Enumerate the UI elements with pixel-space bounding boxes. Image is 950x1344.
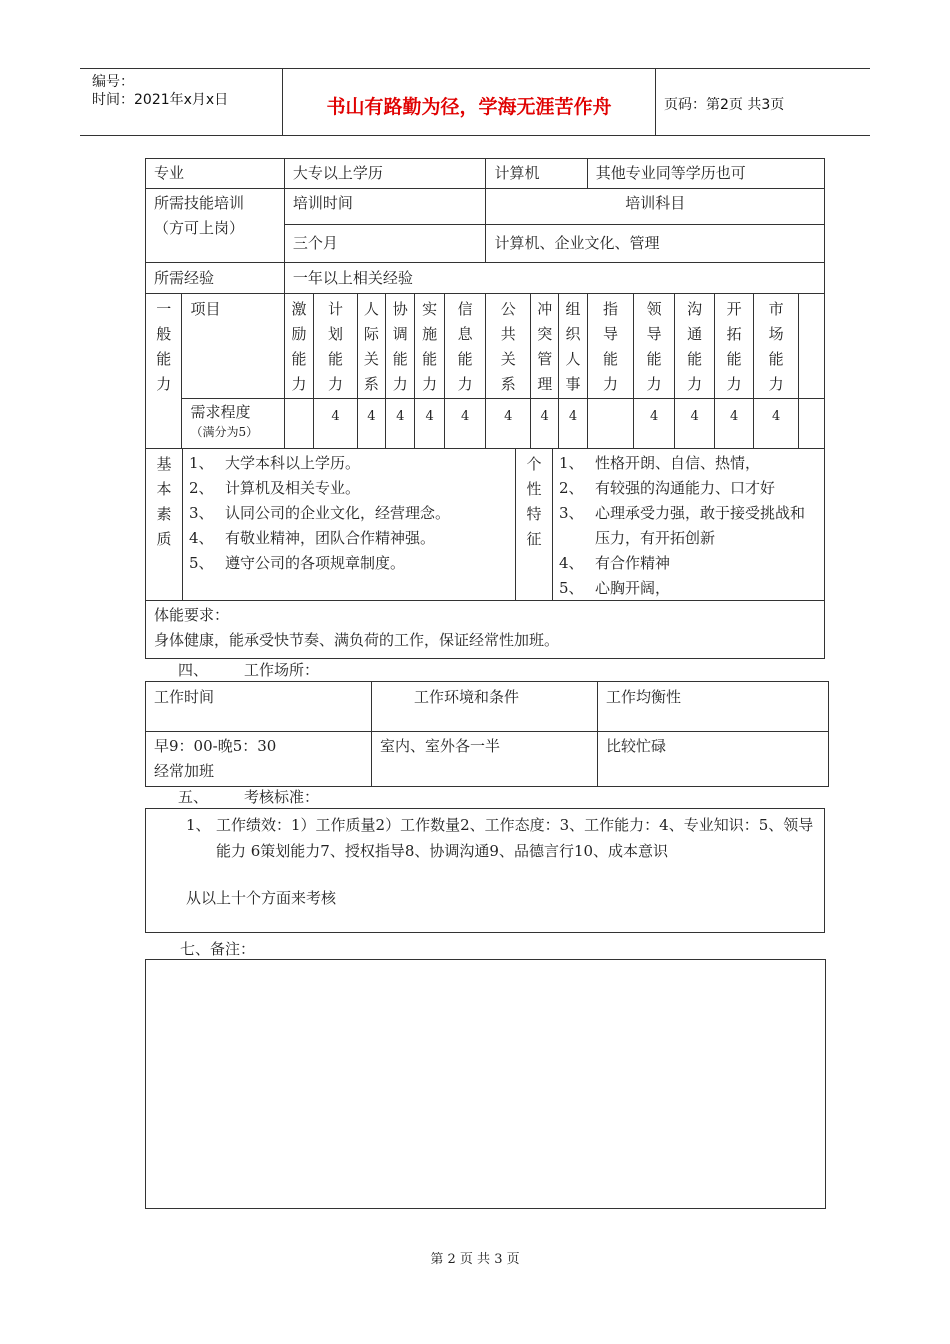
remarks-box bbox=[145, 959, 826, 1209]
vchar: 力 bbox=[768, 375, 784, 393]
vchar: 能 bbox=[457, 350, 473, 368]
vchar: 一 bbox=[156, 300, 172, 318]
vchar: 导 bbox=[646, 325, 662, 343]
ability-level-12: 4 bbox=[715, 399, 754, 449]
vchar: 冲 bbox=[537, 300, 553, 318]
vchar: 公 bbox=[500, 300, 516, 318]
vchar: 激 bbox=[291, 300, 307, 318]
ability-level-0 bbox=[284, 399, 313, 449]
list-item-number: 4、 bbox=[189, 529, 214, 547]
ability-header-9 bbox=[587, 294, 634, 399]
vchar: 励 bbox=[291, 325, 307, 343]
workplace-table bbox=[145, 681, 829, 787]
ability-level-3: 4 bbox=[386, 399, 415, 449]
list-item-number: 5、 bbox=[559, 579, 584, 597]
list-item bbox=[189, 501, 509, 526]
vchar: 组 bbox=[565, 300, 581, 318]
section4-number: 四、 bbox=[178, 661, 209, 679]
vchar: 关 bbox=[500, 350, 516, 368]
requirements-table bbox=[145, 158, 825, 659]
vchar: 理 bbox=[537, 375, 553, 393]
vchar: 力 bbox=[422, 375, 438, 393]
vchar: 能 bbox=[603, 350, 619, 368]
ability-header-5 bbox=[444, 294, 486, 399]
list-item-text: 性格开朗、自信、热情， bbox=[595, 454, 761, 472]
vchar: 划 bbox=[327, 325, 343, 343]
vchar: 市 bbox=[768, 300, 784, 318]
list-item bbox=[559, 451, 818, 476]
vchar: 导 bbox=[603, 325, 619, 343]
vchar: 特 bbox=[526, 505, 542, 523]
list-item bbox=[559, 476, 818, 501]
list-item-number: 4、 bbox=[559, 554, 584, 572]
list-item-number: 2、 bbox=[559, 479, 584, 497]
ability-level-1: 4 bbox=[314, 399, 358, 449]
vchar: 系 bbox=[500, 375, 516, 393]
ability-level-6: 4 bbox=[486, 399, 531, 449]
vchar: 力 bbox=[327, 375, 343, 393]
training-subject-label: 培训科目 bbox=[486, 189, 825, 225]
list-item-number: 2、 bbox=[189, 479, 214, 497]
list-item-text: 心胸开阔， bbox=[595, 579, 671, 597]
vchar: 沟 bbox=[687, 300, 703, 318]
vchar: 系 bbox=[363, 375, 379, 393]
vchar: 协 bbox=[392, 300, 408, 318]
vchar: 性 bbox=[526, 480, 542, 498]
list-item-number: 1、 bbox=[559, 454, 584, 472]
vchar: 能 bbox=[646, 350, 662, 368]
vchar: 能 bbox=[422, 350, 438, 368]
ability-level-11: 4 bbox=[674, 399, 715, 449]
section7-title: 七、备注： bbox=[180, 940, 256, 958]
vchar: 拓 bbox=[726, 325, 742, 343]
section5-title: 考核标准： bbox=[244, 788, 320, 806]
ability-level-13: 4 bbox=[753, 399, 799, 449]
ability-header-4 bbox=[415, 294, 444, 399]
general-ability-label bbox=[146, 294, 182, 449]
vchar: 能 bbox=[291, 350, 307, 368]
personality-label bbox=[516, 449, 553, 600]
doc-time-label: 时间：2021年x月x日 bbox=[92, 92, 229, 108]
experience-value: 一年以上相关经验 bbox=[284, 263, 824, 294]
ability-header-10 bbox=[634, 294, 675, 399]
major-label: 专业 bbox=[146, 159, 285, 189]
vchar: 开 bbox=[726, 300, 742, 318]
ability-header-12 bbox=[715, 294, 754, 399]
vchar: 施 bbox=[422, 325, 438, 343]
vchar: 关 bbox=[363, 350, 379, 368]
ability-header-8 bbox=[559, 294, 587, 399]
list-item-text: 遵守公司的各项规章制度。 bbox=[225, 554, 406, 572]
ability-level-2: 4 bbox=[357, 399, 385, 449]
vchar: 织 bbox=[565, 325, 581, 343]
training-label-line1: 所需技能培训 bbox=[154, 194, 245, 212]
experience-label: 所需经验 bbox=[146, 263, 285, 294]
ability-level-10: 4 bbox=[634, 399, 675, 449]
vchar: 力 bbox=[392, 375, 408, 393]
training-time-value: 三个月 bbox=[284, 225, 486, 263]
work-balance-header: 工作均衡性 bbox=[598, 682, 829, 732]
list-item-text: 认同公司的企业文化，经营理念。 bbox=[225, 504, 451, 522]
vchar: 信 bbox=[457, 300, 473, 318]
list-item bbox=[189, 451, 509, 476]
basic-quality-list bbox=[183, 449, 516, 600]
list-item-text: 有敬业精神，团队合作精神强。 bbox=[225, 529, 436, 547]
personality-list bbox=[553, 449, 824, 600]
demand-note: （满分为5） bbox=[190, 425, 259, 439]
list-item-text: 有合作精神 bbox=[595, 554, 671, 572]
list-item-number: 3、 bbox=[189, 504, 214, 522]
list-item bbox=[189, 551, 509, 576]
header-motto: 书山有路勤为径，学海无涯苦作舟 bbox=[326, 96, 612, 118]
vchar: 指 bbox=[603, 300, 619, 318]
overtime-note: 经常加班 bbox=[154, 762, 215, 780]
list-item bbox=[189, 526, 509, 551]
physical-label: 体能要求： bbox=[154, 606, 230, 624]
section5-number: 五、 bbox=[178, 788, 209, 806]
work-environment-value: 室内、室外各一半 bbox=[372, 732, 598, 787]
list-item bbox=[189, 476, 509, 501]
vchar: 素 bbox=[156, 505, 172, 523]
header-bottom-rule bbox=[80, 135, 870, 136]
vchar: 息 bbox=[457, 325, 473, 343]
vchar: 突 bbox=[537, 325, 553, 343]
assessment-item-text: 工作绩效：1）工作质量2）工作数量2、工作态度：3、工作能力：4、专业知识：5、领导能力 6策划能力7、授权指导8、协调沟通9、品德言行10、成本意识 bbox=[216, 816, 814, 860]
ability-header-6 bbox=[486, 294, 531, 399]
list-item bbox=[559, 551, 818, 576]
work-time-value: 早9：00-晚5：30 bbox=[154, 737, 277, 755]
demand-label-cell bbox=[182, 399, 284, 449]
list-item-text: 心理承受力强，敢于接受挑战和压力，有开拓创新 bbox=[595, 504, 806, 547]
ability-header-3 bbox=[386, 294, 415, 399]
major-field: 计算机 bbox=[486, 159, 587, 189]
work-balance-value: 比较忙碌 bbox=[598, 732, 829, 787]
header-divider bbox=[655, 68, 656, 135]
assessment-summary: 从以上十个方面来考核 bbox=[186, 889, 337, 907]
major-value: 大专以上学历 bbox=[284, 159, 486, 189]
vchar: 本 bbox=[156, 480, 172, 498]
vchar: 事 bbox=[565, 375, 581, 393]
work-time-cell bbox=[146, 732, 372, 787]
demand-label: 需求程度 bbox=[190, 403, 251, 421]
list-item-text: 有较强的沟通能力、口才好 bbox=[595, 479, 776, 497]
work-time-header: 工作时间 bbox=[146, 682, 372, 732]
vchar: 能 bbox=[768, 350, 784, 368]
list-item bbox=[559, 501, 818, 551]
list-item-text: 计算机及相关专业。 bbox=[225, 479, 361, 497]
ability-header-14 bbox=[799, 294, 825, 399]
assessment-item bbox=[186, 812, 816, 864]
vchar: 能 bbox=[687, 350, 703, 368]
vchar: 力 bbox=[646, 375, 662, 393]
ability-header-0 bbox=[284, 294, 313, 399]
training-subject-value: 计算机、企业文化、管理 bbox=[486, 225, 825, 263]
list-item-number: 1、 bbox=[189, 454, 214, 472]
item-label: 项目 bbox=[182, 294, 284, 399]
page-footer: 第 2 页 共 3 页 bbox=[430, 1252, 520, 1267]
assessment-item-number: 1、 bbox=[186, 816, 211, 834]
vchar: 共 bbox=[500, 325, 516, 343]
doc-code-label: 编号： bbox=[92, 74, 134, 90]
quality-row bbox=[146, 449, 825, 601]
vchar: 场 bbox=[768, 325, 784, 343]
ability-header-1 bbox=[314, 294, 358, 399]
vchar: 实 bbox=[422, 300, 438, 318]
vchar: 基 bbox=[156, 455, 172, 473]
vchar: 能 bbox=[327, 350, 343, 368]
ability-header-13 bbox=[753, 294, 799, 399]
vchar: 人 bbox=[565, 350, 581, 368]
vchar: 个 bbox=[526, 455, 542, 473]
ability-header-7 bbox=[531, 294, 559, 399]
page-number-label: 页码：第2页 共3页 bbox=[664, 97, 785, 113]
vchar: 计 bbox=[327, 300, 343, 318]
vchar: 人 bbox=[363, 300, 379, 318]
ability-level-8: 4 bbox=[559, 399, 587, 449]
vchar: 能 bbox=[392, 350, 408, 368]
vchar: 征 bbox=[526, 530, 542, 548]
vchar: 管 bbox=[537, 350, 553, 368]
list-item bbox=[559, 576, 818, 601]
vchar: 通 bbox=[687, 325, 703, 343]
list-item-number: 5、 bbox=[189, 554, 214, 572]
vchar: 力 bbox=[156, 375, 172, 393]
basic-quality-label bbox=[146, 449, 183, 600]
list-item-text: 大学本科以上学历。 bbox=[225, 454, 361, 472]
training-label-line2: （方可上岗） bbox=[154, 219, 245, 237]
physical-value: 身体健康，能承受快节奏、满负荷的工作，保证经常性加班。 bbox=[154, 631, 560, 649]
physical-requirement bbox=[146, 601, 825, 659]
vchar: 力 bbox=[603, 375, 619, 393]
section4-title: 工作场所： bbox=[244, 661, 320, 679]
vchar: 力 bbox=[291, 375, 307, 393]
vchar: 力 bbox=[687, 375, 703, 393]
vchar: 能 bbox=[726, 350, 742, 368]
vchar: 力 bbox=[457, 375, 473, 393]
major-note: 其他专业同等学历也可 bbox=[587, 159, 824, 189]
vchar: 能 bbox=[156, 350, 172, 368]
list-item-number: 3、 bbox=[559, 504, 584, 522]
vchar: 领 bbox=[646, 300, 662, 318]
training-label bbox=[146, 189, 285, 263]
ability-level-7: 4 bbox=[531, 399, 559, 449]
training-time-label: 培训时间 bbox=[284, 189, 486, 225]
vchar: 调 bbox=[392, 325, 408, 343]
ability-header-11 bbox=[674, 294, 715, 399]
work-environment-header: 工作环境和条件 bbox=[372, 682, 598, 732]
vchar: 际 bbox=[363, 325, 379, 343]
ability-level-9 bbox=[587, 399, 634, 449]
ability-level-14 bbox=[799, 399, 825, 449]
ability-level-4: 4 bbox=[415, 399, 444, 449]
vchar: 般 bbox=[156, 325, 172, 343]
assessment-box bbox=[145, 808, 825, 933]
header-top-rule bbox=[80, 68, 870, 69]
ability-header-2 bbox=[357, 294, 385, 399]
ability-level-5: 4 bbox=[444, 399, 486, 449]
vchar: 质 bbox=[156, 530, 172, 548]
vchar: 力 bbox=[726, 375, 742, 393]
